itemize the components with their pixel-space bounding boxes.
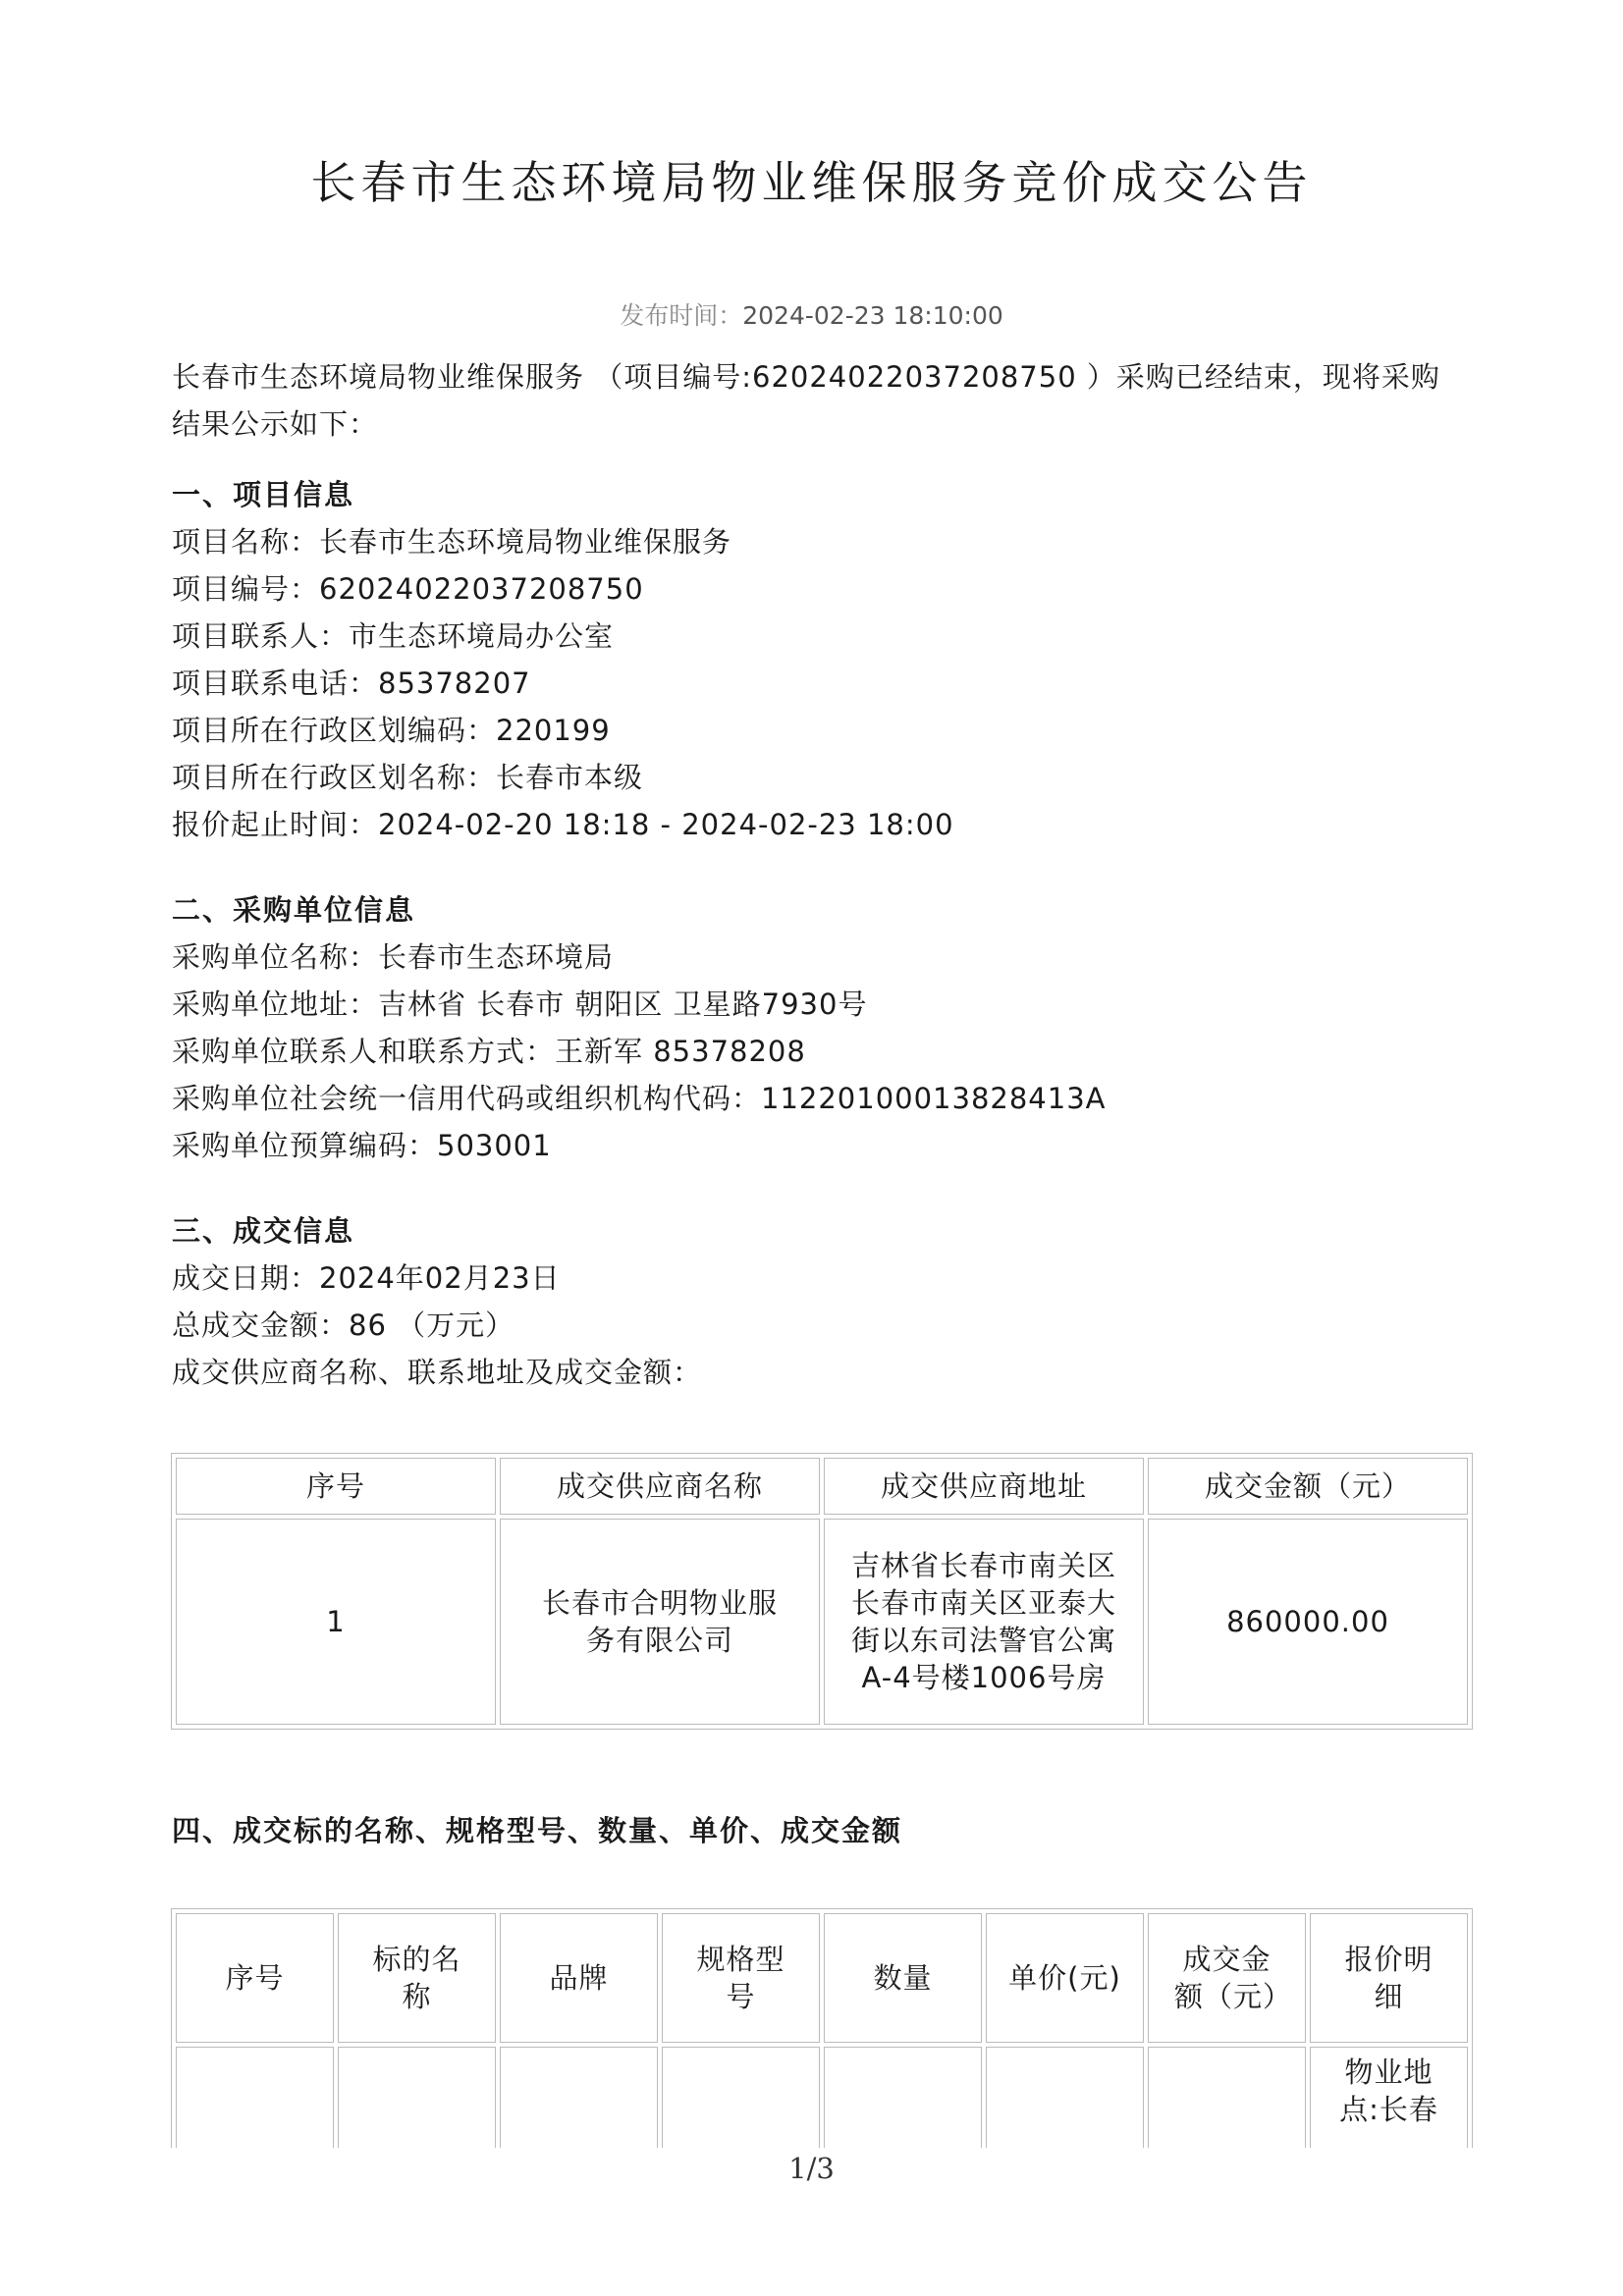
section-heading: 四、成交标的名称、规格型号、数量、单价、成交金额: [172, 1814, 903, 1847]
supplier-table: [171, 1453, 1473, 1730]
project-contact: 项目联系人：市生态环境局办公室: [172, 619, 615, 653]
quote-period: 报价起止时间：2024-02-20 18:18 - 2024-02-23 18:00: [172, 808, 954, 841]
publish-time-label: 发布时间：: [620, 301, 743, 330]
purchaser-address: 采购单位地址：吉林省 长春市 朝阳区 卫星路7930号: [172, 988, 868, 1021]
col-header-no: 序号: [176, 1458, 496, 1515]
table-row: [176, 1519, 1468, 1725]
cell-amount: 860000.00: [1148, 1519, 1468, 1725]
project-name: 项目名称：长春市生态环境局物业维保服务: [172, 525, 732, 559]
purchaser-name: 采购单位名称：长春市生态环境局: [172, 940, 615, 974]
cell-unit-price: [986, 2047, 1144, 2159]
cell-no: 1: [176, 1519, 496, 1725]
col-header-supplier-name: 成交供应商名称: [500, 1458, 820, 1515]
section-deal-info: [172, 1207, 1468, 1396]
section-heading: 一、项目信息: [172, 478, 355, 511]
col-header-spec: 规格型号: [662, 1913, 820, 2043]
section-project-info: [172, 471, 1468, 848]
col-header-quote-detail: 报价明细: [1310, 1913, 1468, 2043]
col-header-no: 序号: [176, 1913, 334, 2043]
section-items: [172, 1807, 1468, 1854]
cell-brand: [500, 2047, 658, 2159]
notice-title: 长春市生态环境局物业维保服务竞价成交公告: [310, 156, 1313, 209]
publish-time-value: 2024-02-23 18:10:00: [742, 301, 1003, 330]
region-name: 项目所在行政区划名称：长春市本级: [172, 761, 644, 794]
col-header-amount: 成交金额（元）: [1148, 1913, 1306, 2043]
cell-supplier-address: 吉林省长春市南关区长春市南关区亚泰大街以东司法警官公寓A-4号楼1006号房: [824, 1519, 1144, 1725]
purchaser-contact: 采购单位联系人和联系方式：王新军 85378208: [172, 1035, 806, 1068]
section-heading: 二、采购单位信息: [172, 893, 416, 927]
section-purchaser-info: [172, 886, 1468, 1169]
table-header-row: [176, 1913, 1468, 2043]
table-row: [176, 2047, 1468, 2159]
cell-supplier-name: 长春市合明物业服务有限公司: [500, 1519, 820, 1725]
page-number: 1/3: [788, 2152, 835, 2185]
purchaser-budget-code: 采购单位预算编码：503001: [172, 1129, 552, 1162]
deal-total: 总成交金额：86 （万元）: [172, 1308, 515, 1342]
cell-spec: [662, 2047, 820, 2159]
items-table: [171, 1908, 1473, 2163]
cell-quote-detail: 物业地点:长春: [1310, 2047, 1468, 2159]
cell-no: [176, 2047, 334, 2159]
col-header-supplier-address: 成交供应商地址: [824, 1458, 1144, 1515]
region-code: 项目所在行政区划编码：220199: [172, 714, 611, 747]
project-number: 项目编号：62024022037208750: [172, 572, 644, 606]
project-phone: 项目联系电话：85378207: [172, 667, 531, 700]
section-heading: 三、成交信息: [172, 1214, 355, 1248]
table-header-row: [176, 1458, 1468, 1515]
cell-quantity: [824, 2047, 982, 2159]
purchaser-credit-code: 采购单位社会统一信用代码或组织机构代码：11220100013828413A: [172, 1082, 1107, 1115]
col-header-quantity: 数量: [824, 1913, 982, 2043]
deal-date: 成交日期：2024年02月23日: [172, 1261, 561, 1295]
col-header-unit-price: 单价(元): [986, 1913, 1144, 2043]
cell-item-name: [338, 2047, 496, 2159]
intro-paragraph: 长春市生态环境局物业维保服务 （项目编号:62024022037208750 ）采购已经结束，现将采购结果公示如下：: [172, 360, 1440, 441]
col-header-brand: 品牌: [500, 1913, 658, 2043]
col-header-amount: 成交金额（元）: [1148, 1458, 1468, 1515]
col-header-item-name: 标的名称: [338, 1913, 496, 2043]
publish-time: [0, 296, 1623, 332]
cell-amount: [1148, 2047, 1306, 2159]
supplier-caption: 成交供应商名称、联系地址及成交金额：: [172, 1356, 703, 1389]
